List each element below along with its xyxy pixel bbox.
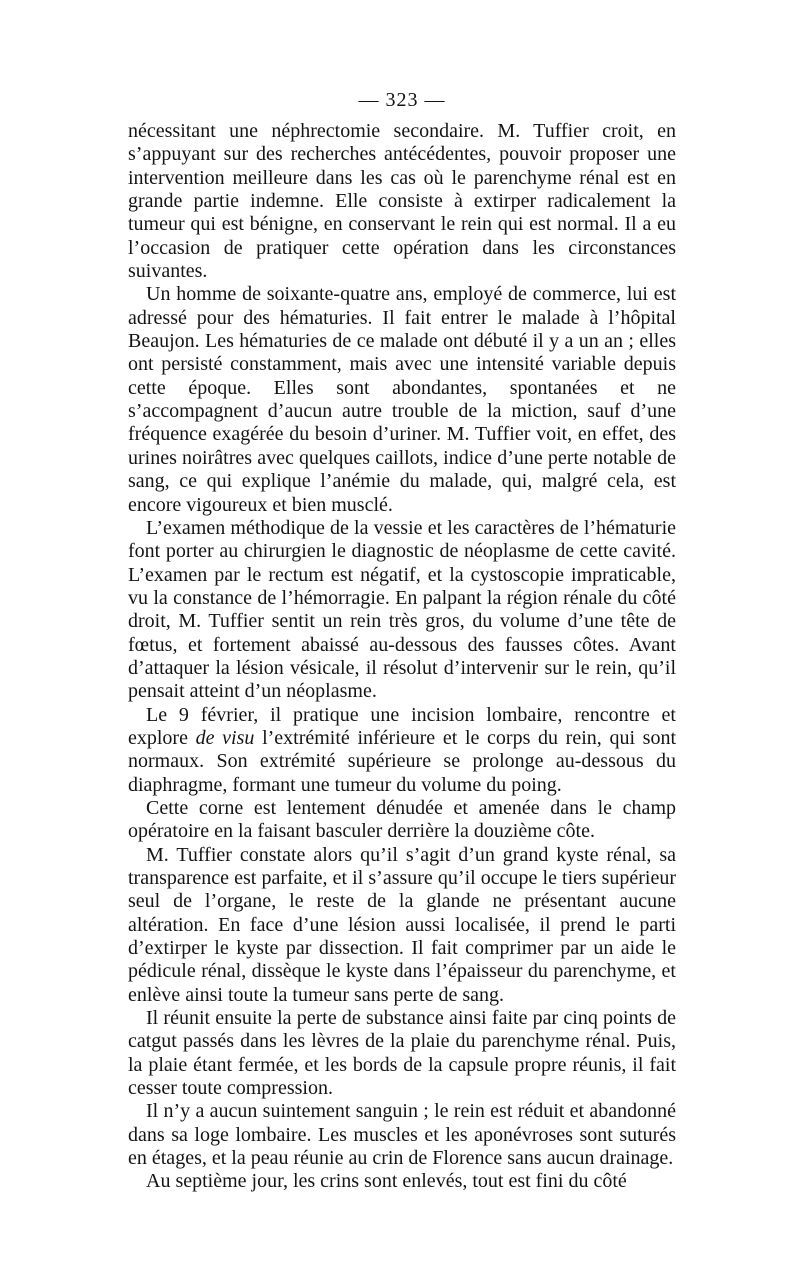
- paragraph-6: M. Tuffier constate alors qu’il s’agit d’un grand kyste rénal, sa transparence est parfaite, et il s’assure qu’il occupe le tiers supérieur seul de l’organe, le reste de la glande ne présentant aucune altération. En face d’une lésion aussi localisée, il prend le parti d’extirper le kyste par dissection. Il fait comprimer par un aide le pédicule rénal, dissèque le kyste dans l’épaisseur du parenchyme, et enlève ainsi toute la tumeur sans perte de sang.: [128, 843, 676, 1006]
- body-text: [128, 120, 676, 1194]
- paragraph-4: [128, 704, 676, 797]
- paragraph-1: nécessitant une néphrectomie secondaire. M. Tuffier croit, en s’appuyant sur des recherches antécédentes, pouvoir proposer une intervention meilleure dans les cas où le parenchyme rénal est en grande partie indemne. Elle consiste à extirper radicalement la tumeur qui est bénigne, en conservant le rein qui est normal. Il a eu l’occasion de pratiquer cette opération dans les circonstances suivantes.: [128, 120, 676, 283]
- paragraph-4-start: Le 9 février, il pratique une incision lombaire, rencontre et explore: [128, 703, 676, 749]
- paragraph-8: Il n’y a aucun suintement sanguin ; le rein est réduit et abandonné dans sa loge lombaire. Les muscles et les aponévroses sont suturés en étages, et la peau réunie au crin de Florence sans aucun drainage.: [128, 1100, 676, 1170]
- paragraph-4-italic: de visu: [195, 726, 255, 749]
- paragraph-3: L’examen méthodique de la vessie et les caractères de l’hématurie font porter au chirurgien le diagnostic de néoplasme de cette cavité. L’examen par le rectum est négatif, et la cystoscopie impraticable, vu la constance de l’hémorragie. En palpant la région rénale du côté droit, M. Tuffier sentit un rein très gros, du volume d’une tête de fœtus, et fortement abaissé au-dessous des fausses côtes. Avant d’attaquer la lésion vésicale, il résolut d’intervenir sur le rein, qu’il pensait atteint d’un néoplasme.: [128, 516, 676, 703]
- page-number: — 323 —: [358, 89, 446, 111]
- paragraph-5: Cette corne est lentement dénudée et amenée dans le champ opératoire en la faisant basculer derrière la douzième côte.: [128, 796, 676, 843]
- paragraph-7: Il réunit ensuite la perte de substance ainsi faite par cinq points de catgut passés dans les lèvres de la plaie du parenchyme rénal. Puis, la plaie étant fermée, et les bords de la capsule propre réunis, il fait cesser toute compression.: [128, 1007, 676, 1100]
- paragraph-2: Un homme de soixante-quatre ans, employé de commerce, lui est adressé pour des hématuries. Il fait entrer le malade à l’hôpital Beaujon. Les hématuries de ce malade ont débuté il y a un an ; elles ont persisté constamment, mais avec une intensité variable depuis cette époque. Elles sont abondantes, spontanées et ne s’accompagnent d’aucun autre trouble de la miction, sauf d’une fréquence exagérée du besoin d’uriner. M. Tuffier voit, en effet, des urines noirâtres avec quelques caillots, indice d’une perte notable de sang, ce qui explique l’anémie du malade, qui, malgré cela, est encore vigoureux et bien musclé.: [128, 283, 676, 516]
- paragraph-4-end: l’extrémité inférieure et le corps du rein, qui sont normaux. Son extrémité supérieure se prolonge au-dessous du diaphragme, formant une tumeur du volume du poing.: [128, 726, 677, 796]
- paragraph-9: Au septième jour, les crins sont enlevés, tout est fini du côté: [146, 1170, 627, 1193]
- book-page: [128, 88, 676, 1194]
